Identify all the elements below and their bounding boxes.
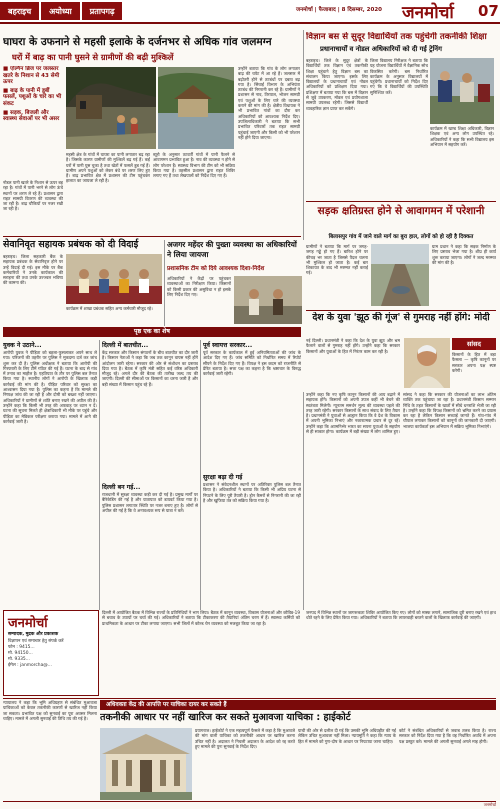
court-bar: अधिवक्ता केंद्र की आपत्ति पर याचिका दायर कर सकते हैं [100, 700, 496, 710]
right-col-text: सांसद ने कहा कि सरकार की योजनाओं का लाभ अंतिम व्यक्ति तक पहुंचाया जा रहा है। प्रधानमंत्री किसान सम्मान निधि के तहत किसानों के खातों में सीधे धनराशि भेजी जा रही है। उन्होंने कहा कि विपक्ष किसानों को भ्रमित करने का प्रयास कर रहा है लेकिन किसान सच्चाई जानते हैं। गांव-गांव में चौपाल लगाकर किसानों को कानूनों की जानकारी दी जाएगी। भाजपा कार्यकर्ता इस अभियान में सक्रिय भूमिका निभाएंगे। [403, 392, 496, 429]
lead-body-text: महसी क्षेत्र के गांवों में घाघरा का पानी लगातार बढ़ रहा है। जिसके कारण ग्रामीणों की मुश्किलें बढ़ गई हैं। कई घरों में पानी घुस चुका है तथा खेतों में फसलें डूब गई हैं। ग्रामीण अपने पशुओं को लेकर बंधे पर शरण लिए हुए हैं। बाढ़ प्रभावित क्षेत्र में प्रशासन की टीम पहुंचकर हालात का जायजा ले रही है। [66, 152, 150, 184]
lead-bullets [3, 66, 63, 182]
page-footer: जनमोर्चा [3, 801, 496, 807]
lead-bullet: ■ बाढ़ के पानी में डूबीं फसलें, पशुओं के चारे का भी संकट [3, 87, 62, 107]
farewell-photo [66, 254, 162, 304]
modi-body-text: नई दिल्ली। प्रधानमंत्री ने कहा कि देश के युवा झूठ और भ्रम फैलाने वालों से गुमराह नहीं होंगे। उन्होंने कहा कि सरकार किसानों और युवाओं के हित में निरंतर काम कर रही है। [306, 338, 400, 354]
continue-bar: पृष्ठ एक का शेष [3, 327, 301, 337]
promo-line: विज्ञापन एवं समाचार हेतु संपर्क करें [8, 639, 64, 644]
col-c2-text: प्रशासन ने संवेदनशील स्थानों पर अतिरिक्त पुलिस बल तैनात किया है। अधिकारियों ने बताया कि किसी भी अप्रिय घटना से निपटने के लिए पूरी तैयारी है। ड्रोन कैमरों से निगरानी की जा रही है और खुफिया तंत्र को सक्रिय किया गया है। [203, 482, 301, 503]
page-header [0, 0, 500, 24]
lower-right-text: जनपद में विभिन्न स्थानों पर जागरूकता शिविर आयोजित किए गए। लोगों को मास्क लगाने, सामाजिक दूरी बनाए रखने एवं हाथ धोते रहने के लिए प्रेरित किया गया। अधिकारियों ने बताया कि लापरवाही बरतने वालों के खिलाफ कार्रवाई की जाएगी। [306, 610, 496, 621]
training-photo [430, 58, 494, 124]
col-b2-heading: दिल्ली बन गई... [102, 484, 141, 491]
side-note-text: किसानों के हित में बड़ा फैसला [452, 352, 496, 363]
school-subhead: प्रधानाचार्यों व नोडल अधिकारियों को दी गई ट्रेनिंग [320, 45, 442, 53]
court-building-photo [100, 728, 192, 800]
retire-headline: सेवानिवृत सहायक प्रबंधक को दी विदाई [3, 239, 139, 250]
promo-tag: सम्पादक, मुद्रक और प्रकाशक [8, 632, 59, 637]
col-a-heading: युवक ने उठाने... [3, 342, 42, 349]
road-photo [371, 244, 429, 306]
sugar-body-text: अधिकारियों ने केंद्रों पर पहुंचकर व्यवस्थाओं का निरीक्षण किया। किसानों को किसी प्रकार की असुविधा न हो इसके लिए निर्देश दिए गए। [167, 276, 231, 297]
school-body-text: कार्यक्रम में खण्ड शिक्षा अधिकारी, विज्ञान शिक्षक एवं अन्य लोग उपस्थित रहे। अधिकारियों ने कहा कि सभी विद्यालय इस अभियान में सहयोग करें। [430, 126, 494, 147]
lead-bullet: ■ एल्गिन ब्रिज पर जलस्तर खतरे के निशान से 43 सेमी ऊपर [3, 66, 60, 86]
school-headline: विज्ञान बस से सुदूर विद्यार्थियों तक पहुंचेगी तकनीकी शिक्षा [306, 32, 487, 42]
school-body-text: जिला विद्यालय निरीक्षक ने बताया कि यह योजना विद्यार्थियों में वैज्ञानिक सोच विकसित करेगी। बस निर्धारित कार्यक्रम के अनुसार विद्यालयों में पहुंचेगी। प्रधानाचार्यों को निर्देश दिए गए कि वे विद्यार्थियों की उपस्थिति सुनिश्चित करें। [370, 58, 428, 95]
promo-line: मो. 94150... [8, 651, 33, 656]
road-body-text: ग्रामीणों ने बताया कि मार्ग पर जगह-जगह गड्ढे हो गए हैं। बारिश होने पर कीचड़ भर जाता है जिससे पैदल चलना भी मुश्किल हो जाता है। कई बार शिकायत के बाद भी मरम्मत नहीं कराई गई। [306, 244, 368, 276]
lead-body-text: नोडल पानी खतरे के निशान से ऊपर बह रहा है। गांवों में पानी भरने से लोग ऊंचे स्थानों पर शरण ले रहे हैं। प्रशासन द्वारा राहत सामग्री वितरण की व्यवस्था की जा रही है। बाढ़ चौकियों पर नजर रखी जा रही है। [3, 180, 63, 212]
section-tabs [0, 2, 124, 20]
flood-photo-2 [158, 67, 234, 149]
court-headline: तकनीकी आधार पर नहीं खारिज कर सकते मुआवजा याचिका : हाईकोर्ट [100, 712, 351, 723]
inspection-photo [234, 276, 302, 324]
court-body-text: कोर्ट ने संबंधित अधिकारियों से जवाब तलब किया है। राज्य सरकार को निर्देश दिया गया है कि वह निर्धारित अवधि में अपना पक्ष प्रस्तुत करे। मामले की अगली सुनवाई अगले माह होगी। [399, 728, 496, 744]
promo-line: मो. 9335... [8, 657, 30, 662]
promo-line: ईमेल : janmorcha@... [8, 663, 52, 668]
portrait-photo [404, 338, 450, 388]
court-body-text: प्रयागराज। हाईकोर्ट ने एक महत्वपूर्ण फैसले में कहा है कि मुआवजे की मांग वाली याचिका को तकनीकी आधार पर खारिज करना उचित नहीं है। अदालत ने निचली अदालत के आदेश को रद्द करते हुए मामले की पुनः सुनवाई के निर्देश दिए। [195, 728, 295, 749]
col-c2-heading: सुरक्षा बढ़ा दी गई [203, 474, 243, 481]
lead-bullet: ■ सड़क, बिजली और स्वास्थ्य सेवाओं पर भी असर [3, 109, 60, 123]
court-left-text: न्यायालय ने कहा कि भूमि अधिग्रहण से संबंधित मुआवजा याचिकाओं को केवल तकनीकी कारणों से खारिज नहीं किया जा सकता। प्रभावित पक्ष को सुनवाई का पूरा अवसर मिलना चाहिए। मामले में अगली सुनवाई की तिथि तय की गई है। [3, 700, 97, 721]
badge-label: सांसद [452, 338, 496, 350]
promo-box [3, 610, 99, 696]
road-body-text: ग्राम प्रधान ने कहा कि सड़क निर्माण के लिए प्रस्ताव भेजा गया है। शीघ्र ही कार्य शुरू कराया जाएगा। लोगों ने जल्द मरम्मत की मांग की है। [432, 244, 496, 265]
tab-bahraich[interactable]: बहराइच [0, 2, 39, 20]
lead-body-text: उन्होंने बताया कि गांव के लोग लगातार बाढ़ की चपेट में आ रहे हैं। जलस्तर में बढ़ोतरी होने से तटबंधों पर दबाव बढ़ गया है। सिंचाई विभाग के अभियंता तटबंध की निगरानी कर रहे हैं। ग्रामीणों ने प्रशासन से नाव, तिरपाल, भोजन सामग्री एवं पशुओं के लिए चारे की व्यवस्था कराने की मांग की है। क्षेत्रीय विधायक ने भी प्रभावित गांवों का दौरा कर अधिकारियों को आवश्यक निर्देश दिए। उपजिलाधिकारी ने बताया कि सभी प्रभावित परिवारों तक राहत सामग्री पहुंचाई जाएगी और किसी को भी परेशान नहीं होने दिया जाएगा। [238, 66, 300, 140]
page-number: 07 [478, 2, 499, 20]
road-headline: सड़क क्षतिग्रस्त होने से आवागमन में परेशानी [317, 205, 485, 217]
retire-body-text: कार्यक्रम में शाखा प्रबंधक सहित अन्य कर्मचारी मौजूद रहे। [66, 306, 153, 311]
promo-line: फोन : 9415... [8, 645, 35, 650]
lead-body-text: ब्यूरो के अनुसार तटवर्ती गांवों में पानी फैलने से आवागमन प्रभावित हुआ है। नाव की व्यवस्था न होने से लोग परेशान हैं। स्वास्थ्य विभाग की टीम को भी सक्रिय किया गया है। तहसील प्रशासन द्वारा राहत शिविर लगाए गए हैं तथा लेखपालों को निर्देश दिए गए हैं। [153, 152, 235, 179]
col-b-heading: दिल्ली में बातचीत... [102, 342, 149, 349]
school-body-text: बहराइच। जिले के सुदूर क्षेत्रों के विद्यार्थियों तक विज्ञान एवं तकनीकी शिक्षा पहुंचाने हेतु विज्ञान बस का संचालन किया जाएगा। इसके लिए विद्यालयों के प्रधानाचार्यों एवं नोडल अधिकारियों को प्रशिक्षण दिया गया। प्रशिक्षण में बताया गया कि बस में विज्ञान से जुड़े उपकरण, मॉडल एवं प्रयोगशाला सामग्री उपलब्ध रहेगी। जिससे विद्यार्थी व्यवहारिक ज्ञान प्राप्त कर सकेंगे। [306, 58, 368, 111]
col-a-text: आरोपी युवक ने पीड़िता को बहला-फुसलाकर अपने साथ ले गया। परिजनों की तहरीर पर पुलिस ने मुकदमा दर्ज कर जांच शुरू कर दी है। पुलिस अधीक्षक ने बताया कि आरोपी की गिरफ्तारी के लिए टीमें गठित की गई हैं। घटना के बाद से गांव में तनाव का माहौल है। एहतियात के तौर पर पुलिस बल तैनात किया गया है। स्थानीय लोगों ने आरोपी के खिलाफ कड़ी कार्रवाई की मांग की है। पीड़ित परिवार को सुरक्षा का आश्वासन दिया गया है। पुलिस का कहना है कि मामले की निष्पक्ष जांच की जा रही है और दोषी को बख्शा नहीं जाएगा। अधिकारियों ने ग्रामीणों से शांति बनाए रखने की अपील की है। उन्होंने कहा कि किसी भी तरह की अफवाह पर ध्यान न दें। घटना की सूचना मिलते ही क्षेत्राधिकारी भी मौके पर पहुंचे और पीड़िता का मेडिकल परीक्षण कराया गया। मामले में आगे की कार्रवाई जारी है। [3, 350, 97, 424]
tab-ayodhya[interactable]: अयोध्या [41, 2, 80, 20]
col-c-text: पूर्व सरकार के कार्यकाल में हुई अनियमितताओं की जांच के आदेश दिए गए हैं। जांच समिति को निर्धारित समय में रिपोर्ट सौंपने के निर्देश दिए गए हैं। विपक्ष ने इस कदम को राजनीति से प्रेरित बताया है। सत्ता पक्ष का कहना है कि भ्रष्टाचार के विरुद्ध कार्रवाई जारी रहेगी। [203, 350, 301, 377]
modi-headline: देश के युवा 'झूठ की गूंज' से गुमराह नहीं होंगे: मोदी [312, 312, 490, 323]
col-b-text: केंद्र सरकार और किसान संगठनों के बीच बातचीत का दौर जारी है। किसान नेताओं ने कहा कि जब तक कानून वापस नहीं होंगे आंदोलन जारी रहेगा। सरकार की ओर से संशोधन का प्रस्ताव दिया गया है। बैठक में कृषि मंत्री सहित कई वरिष्ठ अधिकारी मौजूद रहे। अगले दौर की बैठक की तारीख जल्द तय की जाएगी। दिल्ली की सीमाओं पर किसानों का धरना जारी है और बड़ी संख्या में किसान पहुंच रहे हैं। [102, 350, 198, 387]
retire-body-text: बहराइच। जिला सहकारी बैंक के सहायक प्रबंधक के सेवानिवृत्त होने पर उन्हें विदाई दी गई। इस मौके पर बैंक कर्मचारियों ने उनके कार्यकाल की सराहना की तथा उनके उज्ज्वल भविष्य की कामना की। [3, 254, 63, 286]
promo-logo: जनमोर्चा [8, 616, 48, 631]
flood-photo [66, 67, 156, 149]
masthead: जनमोर्चा [402, 3, 454, 23]
court-body-text: याची की ओर से दलील दी गई कि उसकी भूमि अधिग्रहीत की गई लेकिन उचित मुआवजा नहीं मिला। न्यायमूर्ति ने कहा कि न्याय के हित में मामले को गुण-दोष के आधार पर निपटाया जाना चाहिए। [298, 728, 396, 744]
lower-mid-text: दिल्ली में आयोजित बैठक में विभिन्न राज्यों के प्रतिनिधियों ने भाग लिया। बैठक में कानून व्यवस्था, विकास योजनाओं और कोविड-19 से बचाव के उपायों पर चर्चा की गई। अधिकारियों ने बताया कि टीकाकरण की तैयारियां अंतिम चरण में हैं। स्वास्थ्य कर्मियों को प्राथमिकता के आधार पर टीका लगाया जाएगा। सभी जिलों में कोल्ड चेन व्यवस्था को मजबूत किया जा रहा है। [102, 610, 300, 626]
side-note: किसानों के हित में बड़ा फैसला — कृषि कानूनों पर सरकार अपना पक्ष स्पष्ट करेगी। [452, 352, 496, 373]
sugar-subhead: प्रशासनिक टीम को दिये आवश्यक दिशा-निर्देश [167, 266, 265, 272]
col-c-heading: पूर्व स्वायत्त सरकार... [203, 342, 253, 349]
date-line: जनमोर्चा | फैजाबाद | 8 दिसम्बर, 2020 [296, 7, 382, 13]
tab-pratapgarh[interactable]: प्रतापगढ़ [82, 2, 123, 20]
lead-subhead: घरों में बाढ़ का पानी घुसने से ग्रामीणों की बढ़ी मुश्किलें [12, 52, 174, 62]
road-subhead: बिलासपुर गांव में जाने वाले मार्ग का बुरा हाल, लोगों को हो रही है दिक्कत [328, 234, 474, 240]
sugar-headline: अजगर महेंदर की पुख्ता व्यवस्था का अधिकारियों ने लिया जायजा [167, 240, 297, 259]
right-col-text: उन्होंने कहा कि नए कृषि कानून किसानों की आय बढ़ाने में सहायक होंगे। किसानों को अपनी उपज कहीं भी बेचने की स्वतंत्रता मिलेगी। न्यूनतम समर्थन मूल्य की व्यवस्था पहले की तरह जारी रहेगी। सरकार किसानों के साथ संवाद के लिए तैयार है। प्रधानमंत्री ने युवाओं से आह्वान किया कि वे देश के विकास में अपनी भूमिका निभाएं और नकारात्मक प्रचार से दूर रहें। उन्होंने कहा कि आत्मनिर्भर भारत का सपना युवाओं के सहयोग से ही साकार होगा। कार्यक्रम में बड़ी संख्या में लोग शामिल हुए। [306, 392, 400, 435]
col-b2-text: राजधानी में सुरक्षा व्यवस्था कड़ी कर दी गई है। प्रमुख मार्गों पर बैरिकेडिंग की गई है और यातायात को डायवर्ट किया गया है। पुलिस प्रशासन लगातार स्थिति पर नजर बनाए हुए है। लोगों से अपील की गई है कि वे अनावश्यक रूप से यात्रा न करें। [102, 492, 198, 513]
lead-headline: घाघरा के उफनाने से महसी इलाके के दर्जनभर से अधिक गांव जलमग्न [3, 36, 272, 48]
